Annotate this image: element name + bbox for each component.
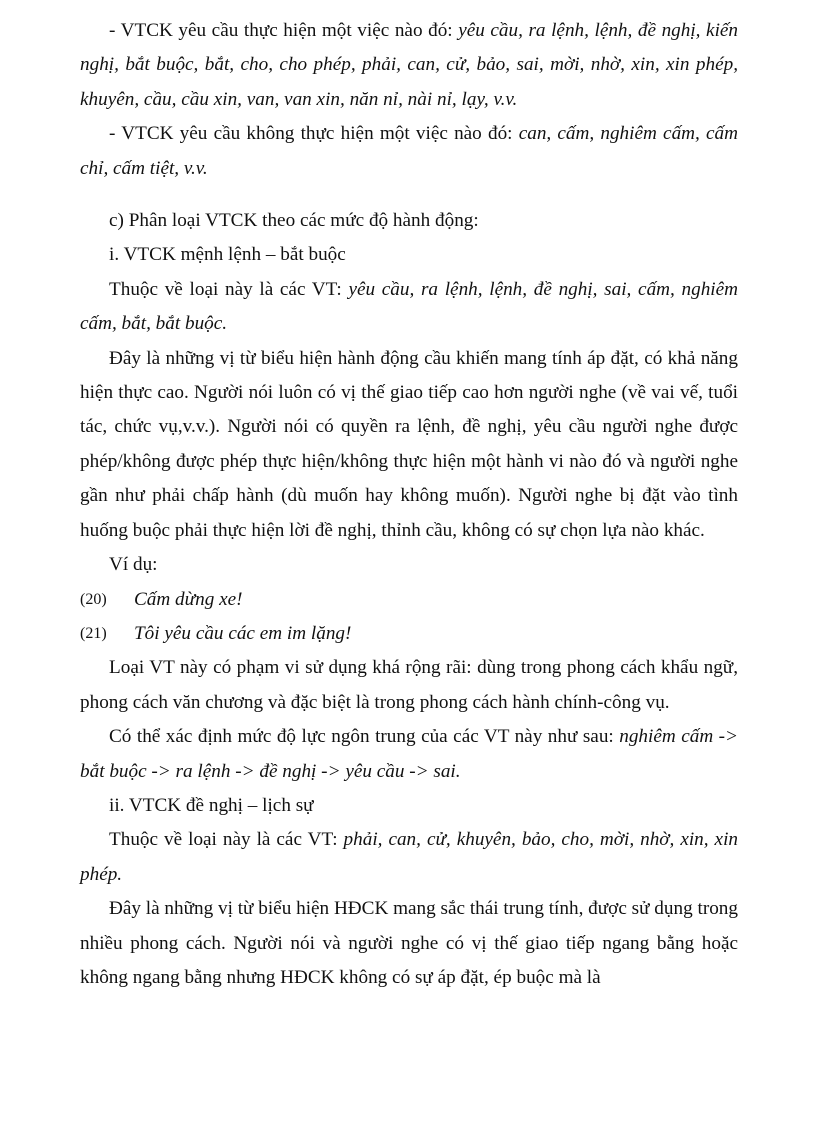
paragraph-request-verbs (80, 14, 738, 117)
example-item (80, 583, 738, 617)
paragraph-command-verbs (80, 273, 738, 342)
example-item (80, 617, 738, 651)
paragraph-text: Thuộc về loại này là các VT: (109, 278, 349, 300)
paragraph-prohibit-verbs (80, 117, 738, 186)
paragraph-text: - VTCK yêu cầu thực hiện một việc nào đó: (109, 20, 459, 41)
example-label: Ví dụ: (109, 554, 158, 576)
subsection-heading-ii: ii. VTCK đề nghị – lịch sự (109, 794, 314, 816)
verb-list-italic: phải, can, cử, khuyên, bảo, cho, mời, nhờ, xin, xin phép. (80, 829, 738, 885)
example-text: Cấm dừng xe! (134, 588, 243, 610)
subsection-heading-i: i. VTCK mệnh lệnh – bắt buộc (109, 244, 346, 266)
verb-list-italic: yêu cầu, ra lệnh, lệnh, đề nghị, kiến nghị, bắt buộc, bắt, cho, cho phép, phải, can, cử, bảo, sai, mời, nhờ, xin, xin phép, khuyên, cầu, cầu xin, van, van xin, năn nỉ, nài nỉ, lạy, v.v. (80, 20, 739, 110)
paragraph-illocutionary-force (80, 720, 738, 789)
paragraph-usage-scope: Loại VT này có phạm vi sử dụng khá rộng rãi: dùng trong phong cách khẩu ngữ, phong cách văn chương và đặc biệt là trong phong cách hành chính-công vụ. (80, 657, 738, 713)
example-number: (20) (80, 590, 107, 608)
paragraph-text: Thuộc về loại này là các VT: (109, 829, 344, 851)
paragraph-text: Có thể xác định mức độ lực ngôn trung của các VT này như sau: (109, 726, 620, 748)
example-text: Tôi yêu cầu các em im lặng! (134, 622, 352, 644)
paragraph-polite-description: Đây là những vị từ biểu hiện HĐCK mang sắc thái trung tính, được sử dụng trong nhiều phong cách. Người nói và người nghe có vị thế giao tiếp ngang bằng hoặc không ngang bằng nhưng HĐCK không có sự áp đặt, ép buộc mà là (80, 898, 738, 988)
paragraph-text: - VTCK yêu cầu không thực hiện một việc nào đó: (109, 123, 519, 145)
verb-scale-italic: nghiêm cấm -> bắt buộc -> ra lệnh -> đề nghị -> yêu cầu -> sai. (80, 726, 738, 782)
verb-list-italic: can, cấm, nghiêm cấm, cấm chỉ, cấm tiệt, v.v. (80, 123, 738, 179)
section-heading-c: c) Phân loại VTCK theo các mức độ hành động: (109, 210, 479, 232)
paragraph-polite-verbs (80, 823, 738, 892)
example-number: (21) (80, 624, 107, 642)
verb-list-italic: yêu cầu, ra lệnh, lệnh, đề nghị, sai, cấm, nghiêm cấm, bắt, bắt buộc. (80, 278, 738, 335)
paragraph-command-description: Đây là những vị từ biểu hiện hành động cầu khiến mang tính áp đặt, có khả năng hiện thực cao. Người nói luôn có vị thế giao tiếp cao hơn người nghe (về vai vế, tuổi tác, chức vụ,v.v.). Người nói có quyền ra lệnh, đề nghị, yêu cầu người nghe được phép/không được phép thực hiện/không thực hiện một hành vi nào đó và người nghe gần như phải chấp hành (dù muốn hay không muốn). Người nghe bị đặt vào tình huống buộc phải thực hiện lời đề nghị, thỉnh cầu, không có sự chọn lựa nào khác. (80, 347, 738, 541)
